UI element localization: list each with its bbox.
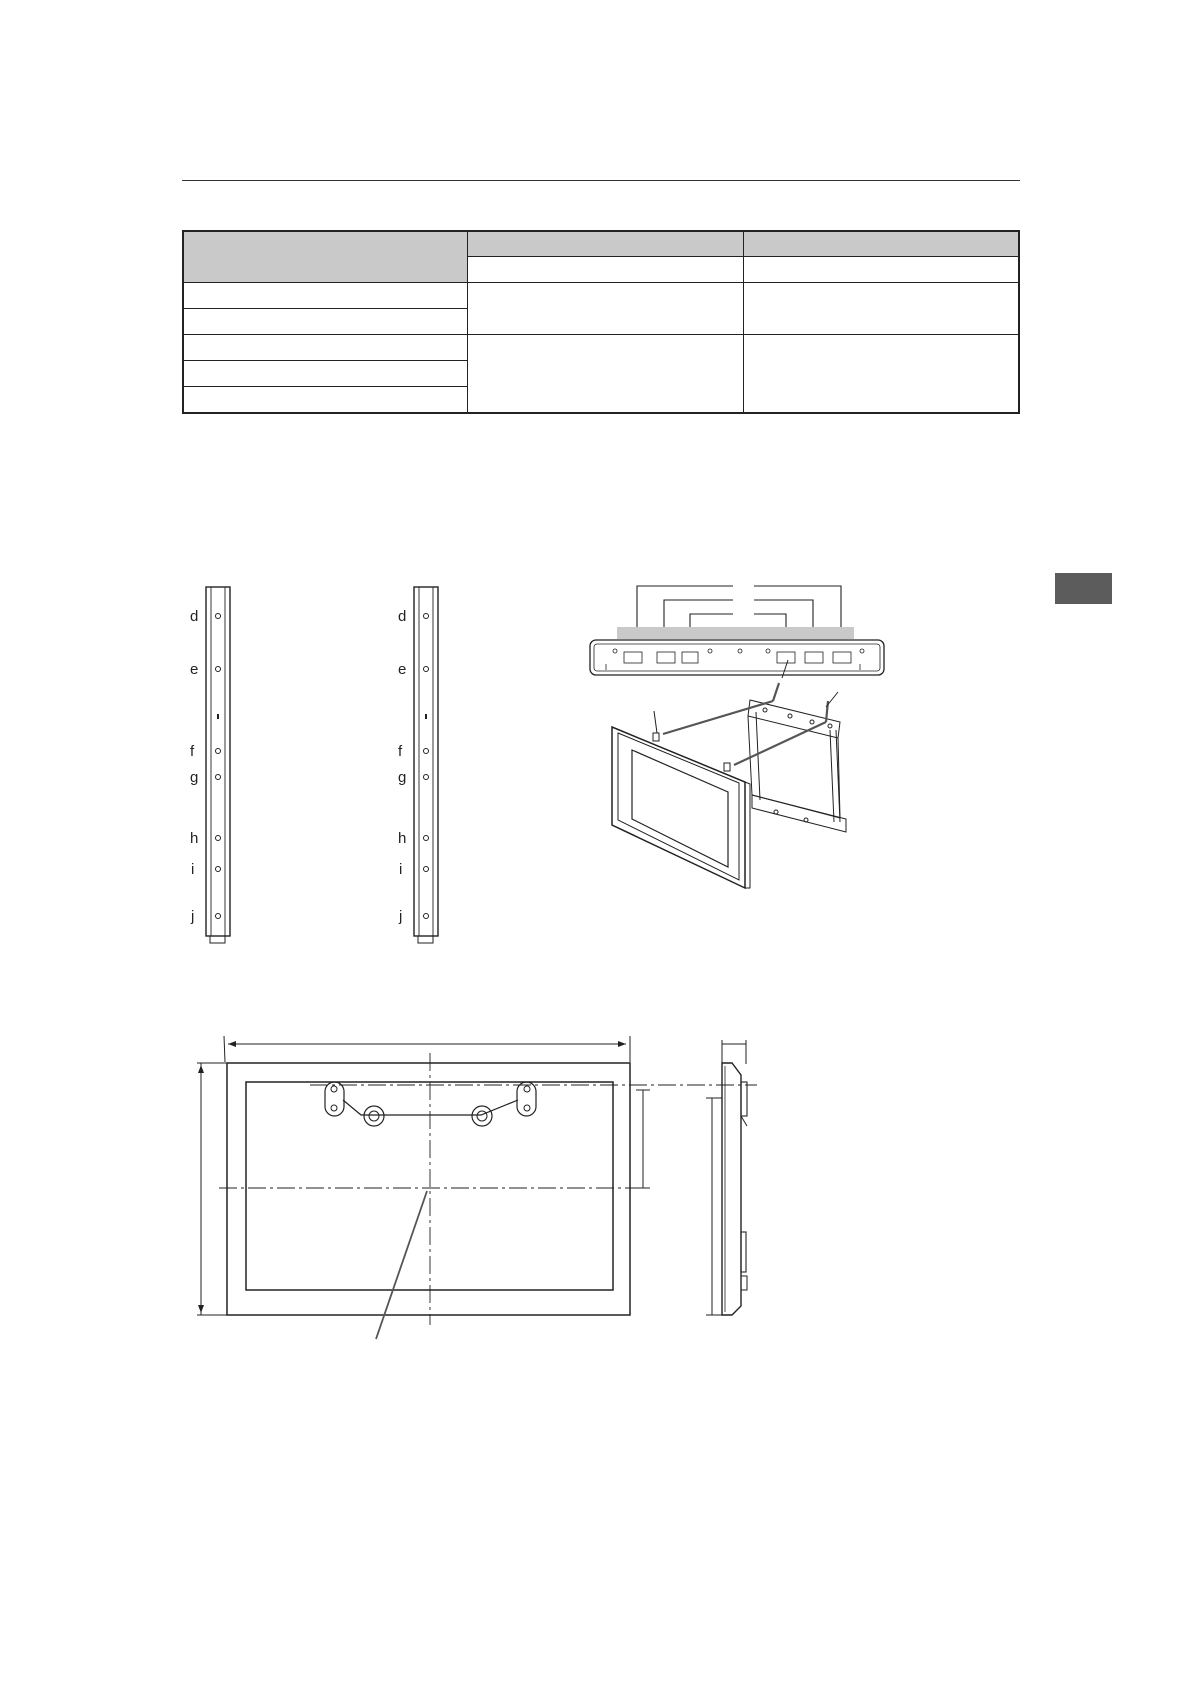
rail-letter: f	[398, 743, 403, 760]
wall-mount-illustration	[590, 586, 884, 888]
front-view-drawing	[197, 1036, 757, 1339]
side-view-drawing	[706, 1040, 747, 1315]
rail-letter: i	[191, 861, 195, 878]
rail-right-letters	[398, 608, 406, 925]
rail-letter: h	[190, 830, 199, 847]
rail-letter: d	[190, 608, 199, 625]
rail-letter: g	[398, 769, 407, 786]
rail-letter: i	[399, 861, 403, 878]
rail-letter: j	[399, 908, 403, 925]
mounting-rail-right	[414, 587, 438, 943]
rail-letter: f	[190, 743, 195, 760]
rail-letter: j	[191, 908, 195, 925]
rail-letter: e	[398, 661, 407, 678]
rail-letter: d	[398, 608, 407, 625]
mounting-rail-left	[206, 587, 230, 943]
rail-left-letters	[190, 608, 198, 925]
rail-letter: g	[190, 769, 199, 786]
rail-letter: h	[398, 830, 407, 847]
rail-letter: e	[190, 661, 199, 678]
